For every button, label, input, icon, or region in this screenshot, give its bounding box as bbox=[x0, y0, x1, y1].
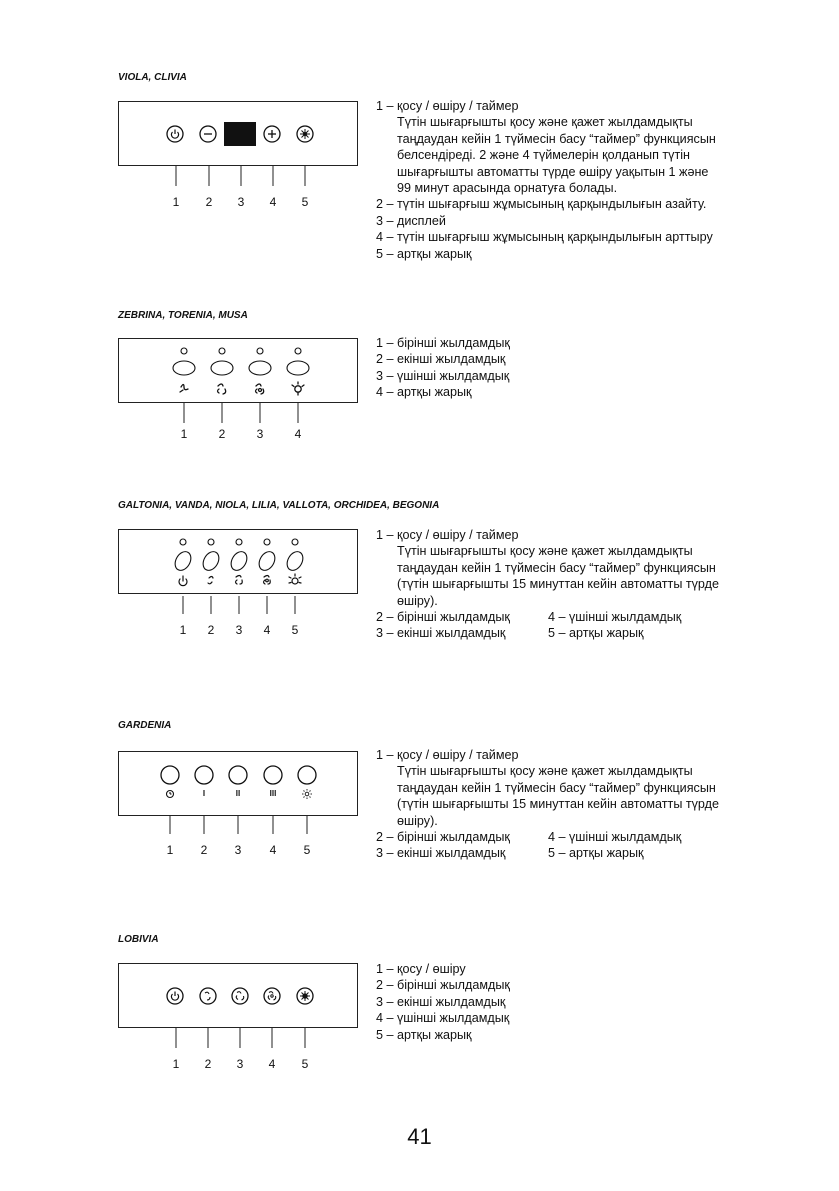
desc-line: 4 – үшінші жылдамдық bbox=[548, 830, 682, 845]
callout-number: 1 bbox=[179, 623, 187, 637]
desc-line: 3 – дисплей bbox=[376, 213, 446, 228]
fan-speed-3-icon bbox=[264, 988, 280, 1004]
callout-number: 2 bbox=[207, 623, 215, 637]
page-number: 41 bbox=[407, 1124, 432, 1149]
callout-number: 1 bbox=[166, 843, 174, 857]
callout-number: 4 bbox=[263, 623, 271, 637]
desc-line: 2 – бірінші жылдамдық bbox=[376, 610, 510, 625]
led-indicator bbox=[236, 539, 242, 545]
light-icon bbox=[297, 988, 313, 1004]
zebrina-description bbox=[376, 335, 796, 401]
light-button bbox=[284, 549, 306, 573]
callout-number: 4 bbox=[269, 195, 277, 209]
light-button bbox=[298, 766, 316, 784]
power-button bbox=[172, 549, 194, 573]
desc-line: 3 – үшінші жылдамдық bbox=[376, 368, 510, 383]
speed-3-button bbox=[249, 361, 271, 375]
callout-number: 1 bbox=[172, 195, 180, 209]
fan-speed-3-icon bbox=[256, 384, 264, 394]
callout-number: 4 bbox=[269, 843, 277, 857]
speed-2-button bbox=[228, 549, 250, 573]
desc-line: (түтін шығарғышты 15 минуттан кейін автоматты түрде bbox=[397, 577, 720, 592]
callout-number: 3 bbox=[237, 195, 245, 209]
gardenia-description bbox=[376, 747, 796, 862]
desc-line: Түтін шығарғышты қосу және қажет жылдамдықты bbox=[397, 544, 693, 559]
callout-number: 4 bbox=[294, 427, 302, 441]
speed-1-label: I bbox=[202, 789, 206, 798]
desc-line: 3 – екінші жылдамдық bbox=[376, 626, 506, 641]
fan-speed-1-icon bbox=[200, 988, 216, 1004]
desc-line: белсендіреді. 2 және 4 түймелерін қолданып түтін bbox=[397, 148, 690, 163]
power-button bbox=[161, 766, 179, 784]
fan-speed-2-icon bbox=[236, 576, 243, 585]
fan-speed-2-icon bbox=[218, 384, 226, 394]
lobivia-description bbox=[376, 961, 796, 1043]
gardenia-buttons bbox=[158, 764, 322, 804]
callout-number: 2 bbox=[218, 427, 226, 441]
callout-number: 4 bbox=[268, 1057, 276, 1071]
desc-line: 1 – қосу / өшіру / таймер bbox=[376, 528, 519, 542]
led-indicator bbox=[180, 539, 186, 545]
speed-1-button bbox=[173, 361, 195, 375]
desc-line: өшіру). bbox=[397, 593, 438, 608]
callout-number: 3 bbox=[256, 427, 264, 441]
display-screen bbox=[224, 122, 256, 146]
desc-line: 4 – артқы жарық bbox=[376, 385, 472, 400]
speed-1-button bbox=[200, 549, 222, 573]
speed-3-label: III bbox=[269, 789, 277, 798]
desc-line: Түтін шығарғышты қосу және қажет жылдамдықты bbox=[397, 115, 693, 130]
led-indicator bbox=[219, 348, 225, 354]
desc-line: 3 – екінші жылдамдық bbox=[376, 994, 506, 1009]
desc-line: 4 – үшінші жылдамдық bbox=[548, 610, 682, 625]
callout-number: 3 bbox=[236, 1057, 244, 1071]
desc-line: 1 – бірінші жылдамдық bbox=[376, 336, 510, 350]
fan-speed-1-icon bbox=[208, 577, 213, 584]
power-icon[interactable] bbox=[167, 126, 183, 142]
power-icon bbox=[179, 576, 187, 586]
light-icon bbox=[292, 382, 304, 395]
speed-2-button bbox=[211, 361, 233, 375]
speed-3-button bbox=[256, 549, 278, 573]
section-title-gardenia: GARDENIA bbox=[118, 720, 172, 731]
section-title-galtonia: GALTONIA, VANDA, NIOLA, LILIA, VALLOTA, ORCHIDEA, BEGONIA bbox=[118, 500, 440, 511]
desc-line: 99 минут арасында орнатуға болады. bbox=[397, 181, 618, 196]
desc-line: 4 – үшінші жылдамдық bbox=[376, 1011, 510, 1026]
led-indicator bbox=[257, 348, 263, 354]
zebrina-buttons bbox=[160, 346, 320, 400]
power-icon bbox=[167, 988, 183, 1004]
light-icon[interactable] bbox=[297, 126, 313, 142]
desc-line: 5 – артқы жарық bbox=[548, 846, 644, 861]
section-title-lobivia: LOBIVIA bbox=[118, 934, 159, 945]
desc-line: таңдаудан кейін 1 түймесін басу “таймер” функциясын bbox=[397, 780, 716, 795]
speed-1-button bbox=[195, 766, 213, 784]
desc-line: 2 – екінші жылдамдық bbox=[376, 352, 506, 367]
desc-line: шығарғышты автоматты түрде өшіру уақытын 1 және bbox=[397, 164, 709, 179]
desc-line: 2 – бірінші жылдамдық bbox=[376, 978, 510, 993]
callout-number: 2 bbox=[200, 843, 208, 857]
desc-line: 5 – артқы жарық bbox=[548, 626, 644, 641]
desc-line: 2 – түтін шығарғыш жұмысының қарқындылығын азайту. bbox=[376, 197, 707, 212]
led-indicator bbox=[208, 539, 214, 545]
callout-number: 2 bbox=[204, 1057, 212, 1071]
viola-buttons bbox=[164, 122, 324, 146]
desc-line: 3 – екінші жылдамдық bbox=[376, 846, 506, 861]
speed-2-button bbox=[229, 766, 247, 784]
viola-description bbox=[376, 98, 796, 262]
callout-number: 1 bbox=[172, 1057, 180, 1071]
plus-icon[interactable] bbox=[264, 126, 280, 142]
callout-number: 5 bbox=[303, 843, 311, 857]
fan-speed-2-icon bbox=[232, 988, 248, 1004]
callout-number: 3 bbox=[234, 843, 242, 857]
led-indicator bbox=[295, 348, 301, 354]
callout-number: 5 bbox=[291, 623, 299, 637]
desc-line: 4 – түтін шығарғыш жұмысының қарқындылығын арттыру bbox=[376, 230, 713, 245]
led-indicator bbox=[181, 348, 187, 354]
light-icon bbox=[302, 789, 312, 799]
desc-line: 5 – артқы жарық bbox=[376, 1027, 472, 1042]
desc-line: 1 – қосу / өшіру / таймер bbox=[376, 748, 519, 762]
desc-line: 5 – артқы жарық bbox=[376, 246, 472, 261]
led-indicator bbox=[264, 539, 270, 545]
desc-line: өшіру). bbox=[397, 813, 438, 828]
callout-number: 1 bbox=[180, 427, 188, 441]
callout-number: 5 bbox=[301, 1057, 309, 1071]
desc-line: 1 – қосу / өшіру bbox=[376, 962, 466, 976]
desc-line: таңдаудан кейін 1 түймесін басу “таймер” функциясын bbox=[397, 560, 716, 575]
galtonia-description bbox=[376, 527, 796, 642]
callout-number: 3 bbox=[235, 623, 243, 637]
desc-line: таңдаудан кейін 1 түймесін басу “таймер” функциясын bbox=[397, 131, 716, 146]
speed-2-label: II bbox=[235, 789, 241, 798]
desc-line: 2 – бірінші жылдамдық bbox=[376, 830, 510, 845]
speed-3-button bbox=[264, 766, 282, 784]
callout-number: 2 bbox=[205, 195, 213, 209]
lobivia-buttons bbox=[164, 984, 324, 1008]
light-button bbox=[287, 361, 309, 375]
timer-icon bbox=[167, 791, 174, 798]
section-title-zebrina: ZEBRINA, TORENIA, MUSA bbox=[118, 310, 248, 321]
light-icon bbox=[289, 574, 301, 584]
led-indicator bbox=[292, 539, 298, 545]
callout-number: 5 bbox=[301, 195, 309, 209]
desc-line: 1 – қосу / өшіру / таймер bbox=[376, 99, 519, 113]
desc-line: (түтін шығарғышты 15 минуттан кейін автоматты түрде bbox=[397, 797, 720, 812]
section-title-viola: VIOLA, CLIVIA bbox=[118, 72, 187, 83]
fan-speed-1-icon bbox=[180, 385, 188, 393]
minus-icon[interactable] bbox=[200, 126, 216, 142]
fan-speed-3-icon bbox=[264, 576, 271, 585]
galtonia-buttons bbox=[168, 537, 308, 591]
desc-line: Түтін шығарғышты қосу және қажет жылдамдықты bbox=[397, 764, 693, 779]
